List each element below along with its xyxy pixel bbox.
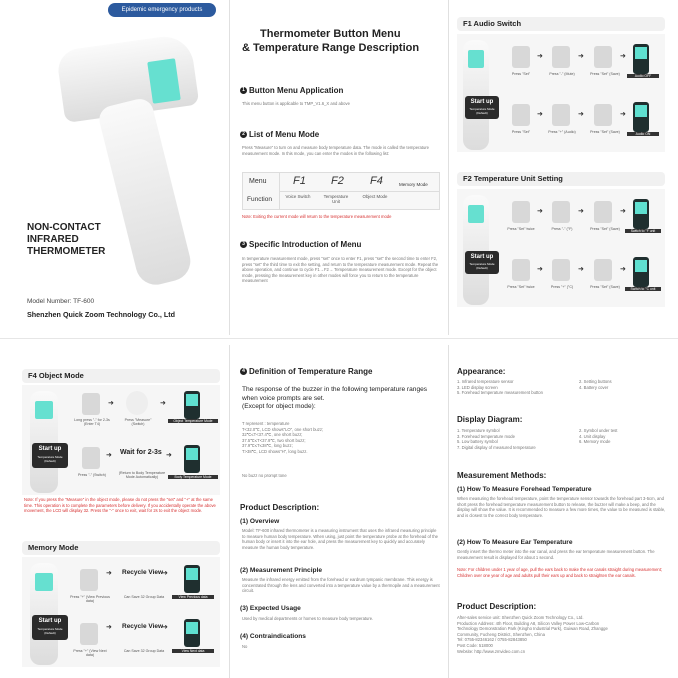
section-3-label: Specific Introduction of Menu	[249, 240, 362, 249]
arrow-icon: ➜	[620, 208, 626, 215]
arrow-icon: ➜	[166, 452, 172, 459]
range-item: 37.9℃≤T≤38℃, long buzz;	[242, 443, 293, 449]
arrow-icon: ➜	[106, 452, 112, 459]
contraindications-title: (4) Contraindications	[240, 633, 306, 640]
f1-cap-8: Audio ON	[627, 132, 659, 136]
hand-image	[594, 201, 612, 223]
contact-line: Technology Demonstration Park (Kingho Industrial Park), Guiwan Road, Zhangge	[457, 626, 608, 632]
display-image	[633, 199, 649, 229]
contact-line: Tel: 0755-82346162 / 0755-82843850	[457, 637, 527, 643]
arrow-icon: ➜	[162, 624, 168, 631]
divider	[448, 345, 449, 678]
start-up-sub: Temperature Mode (Default)	[37, 455, 63, 463]
arrow-icon: ➜	[537, 266, 543, 273]
divider	[0, 338, 678, 339]
display-image	[633, 102, 649, 132]
start-up-sub: Temperature Mode (Default)	[469, 262, 495, 270]
appearance-list-left	[457, 379, 577, 396]
appearance-title: Appearance:	[457, 367, 506, 376]
start-up-badge	[465, 96, 499, 119]
thermometer-handle	[96, 96, 194, 289]
start-up-label: Start up	[38, 618, 62, 624]
section-3-text: In temperature measurement mode, press "set" once to enter F1, press "set" the second time to enter F2, press "set" the third time to exit the setting, and return to the temperature measurement mode. Repeat the above operation, and continue to cycle F1→F2→ Temperature measurement mode. Except for the object mode, pressing the measurement key in other modes will force you to return to the temperature measurement	[242, 256, 439, 284]
function-f2: Temperature Unit	[323, 194, 349, 204]
display-image	[184, 619, 200, 647]
f1-cap-6: Press "+" (Audio)	[548, 130, 576, 134]
f4-diagram	[22, 385, 220, 495]
appearance-item: 4. Battery cover	[579, 384, 609, 390]
contraindications-text: No	[242, 644, 248, 649]
display-item: 5. Low battery symbol	[457, 439, 498, 445]
range-item: 37.5℃≤T<37.9℃, two short buzz;	[242, 437, 306, 443]
contact-info	[457, 615, 671, 654]
f4-note: Note: If you press the "Measure" in the object mode, please do not press the "set" and "+" at the same time. This operation is to complete the parameters before delivery. If you accidentally operate the above movement, the LCD will display 32. Press the "-" once to exit, wait for 2s to exit the object mode.	[24, 497, 216, 514]
method-2-title: (2) How To Measure Ear Temperature	[457, 539, 573, 546]
table-divider	[279, 191, 439, 192]
range-item: T represent : temperature	[242, 421, 290, 426]
divider	[229, 345, 230, 678]
view-next-caption: View Next data	[172, 649, 214, 653]
method-2-note: Note: For children under 1 year of age, pull the ears back to make the ear canals straight during measurement; Children over one year of age and adults pull their ears up and back to straighten the ear canals.	[457, 567, 663, 578]
arrow-icon: ➜	[620, 53, 626, 60]
principle-title: (2) Measurement Principle	[240, 567, 323, 574]
f2-diagram	[457, 189, 665, 307]
display-item: 7. Digital display of measured temperature	[457, 444, 536, 450]
f2-cap-6: Press "+" (°C)	[550, 285, 574, 289]
press-plus2-caption: Press "+" (View Next data)	[73, 649, 107, 657]
arrow-icon: ➜	[537, 208, 543, 215]
menu-f2: F2	[331, 175, 344, 187]
no-buzz-text: No buzz no prompt tone	[242, 473, 287, 478]
start-up-sub: Temperature Mode (Default)	[469, 107, 495, 115]
f1-cap-1: Press "Set"	[511, 72, 531, 76]
can-save-caption-2: Can Save 32 Group Data	[123, 649, 165, 653]
display-image	[184, 391, 200, 419]
section-3-title	[240, 240, 361, 249]
panel-button-menu	[232, 0, 446, 335]
arrow-icon: ➜	[160, 400, 166, 407]
hand-image	[552, 104, 570, 126]
page-title-2: & Temperature Range Description	[242, 42, 420, 54]
title-line-1: NON-CONTACT	[27, 222, 101, 233]
appearance-list-right	[579, 379, 669, 390]
contact-line: After-sales service unit: Shenzhen Quick Zoom Technology Co., Ltd.	[457, 615, 584, 620]
hand-image	[80, 569, 98, 591]
company-name: Shenzhen Quick Zoom Technology Co., Ltd	[27, 310, 176, 319]
f2-cap-4: Switch to °F unit	[625, 229, 661, 233]
display-item: 2. Symbol under test	[579, 428, 618, 433]
long-press-caption: Long press "-" for 2-3s (Enter T4)	[74, 418, 110, 426]
title-line-3: THERMOMETER	[27, 246, 106, 257]
contact-line: Website: http://www.zmvideo.com.cn	[457, 648, 526, 654]
display-item: 6. Memory mode	[579, 439, 611, 445]
banner-pill: Epidemic emergency products	[108, 3, 216, 17]
hand-image	[126, 391, 148, 415]
appearance-item: 5. Forehead temperature measurement button	[457, 390, 543, 396]
lcd-screen	[147, 58, 181, 103]
arrow-icon: ➜	[106, 624, 112, 631]
f1-cap-4: Audio OFF	[627, 74, 659, 78]
f4-title: F4 Object Mode	[22, 369, 220, 383]
menu-f4: F4	[370, 175, 383, 187]
hand-image	[512, 259, 530, 281]
f1-cap-7: Press "Set" (Save)	[590, 130, 620, 134]
display-list-left	[457, 428, 577, 450]
product-title	[27, 222, 127, 258]
method-2-text: Gently insert the thermo meter into the ear canal, and press the ear temperature measurement button. The measurement result is displayed for about 1 second.	[457, 549, 655, 560]
title-line-2: INFRARED	[27, 234, 79, 245]
panel-object-memory	[0, 345, 228, 678]
page-title-1: Thermometer Button Menu	[260, 28, 401, 40]
range-item: T<32.0℃, LCD shows"LO", one short buzz;	[242, 426, 324, 432]
memory-title: Memory Mode	[22, 541, 220, 555]
section-2-text: Press "Measure" to turn on and measure body temperature data. The mode is called the temperature measurement mode. In this mode, you can enter the modes in the following list:	[242, 145, 430, 156]
principle-text: Measure the infrared energy emitted from the forehead or eardrum tympanic membrane. This energy is concentrated through the lens and converted into a temperature value by a thermopile and a measurement circuit.	[242, 577, 440, 594]
press-measure-caption: Press "Measure" (Switch)	[124, 418, 152, 426]
menu-table	[242, 172, 440, 210]
usage-text: Used by medical departments or homes to measure body temperature.	[242, 616, 374, 621]
display-image	[184, 445, 200, 473]
display-image	[633, 257, 649, 287]
section-1-text: This menu button is applicable to TMP_V1.6_X and above	[242, 101, 350, 106]
wait-label: Wait for 2-3s	[120, 449, 162, 456]
hand-image	[594, 259, 612, 281]
contact-line: Community, Fucheng District, Shenzhen, China	[457, 631, 545, 637]
lcd-screen	[468, 50, 484, 68]
f2-cap-3: Press "Set" (Save)	[590, 227, 620, 231]
hand-image	[512, 46, 530, 68]
display-item: 3. Forehead temperature mode	[457, 433, 515, 439]
f1-cap-5: Press "Set"	[511, 130, 531, 134]
function-f1: Voice Switch	[285, 194, 311, 199]
appearance-item: 3. LED display screen	[457, 384, 498, 390]
appearance-item: 2. Setting buttons	[579, 379, 612, 384]
measurement-methods-title: Measurement Methods:	[457, 471, 547, 480]
lcd-screen	[35, 573, 53, 591]
usage-title: (3) Expected Usage	[240, 605, 301, 612]
section-4-title	[240, 367, 372, 376]
f1-cap-2: Press "-" (Mute)	[549, 72, 575, 76]
f2-cap-7: Press "Set" (Save)	[590, 285, 620, 289]
hand-image	[552, 201, 570, 223]
f2-cap-5: Press "Set" twice	[507, 285, 535, 289]
hand-image	[512, 104, 530, 126]
start-up-label: Start up	[470, 99, 494, 105]
press-plus-caption: Press "+" (View Previous data)	[70, 595, 110, 603]
arrow-icon: ➜	[620, 266, 626, 273]
arrow-icon: ➜	[620, 111, 626, 118]
f2-cap-2: Press "-" (°F)	[551, 227, 573, 231]
memory-diagram	[22, 557, 220, 667]
f2-cap-1: Press "Set" twice	[507, 227, 535, 231]
range-list	[242, 421, 438, 455]
start-up-label: Start up	[470, 254, 494, 260]
menu-label: Menu	[249, 178, 267, 185]
hand-image	[512, 201, 530, 223]
section-1-title	[240, 86, 343, 95]
range-intro-2: (Except for object mode):	[242, 403, 316, 410]
panel-temperature-range	[232, 345, 446, 678]
press-minus-caption: Press "-" (Switch)	[78, 473, 106, 477]
section-4-label: Definition of Temperature Range	[249, 367, 373, 376]
arrow-icon: ➜	[108, 400, 114, 407]
section-number: 2	[240, 131, 247, 138]
arrow-icon: ➜	[162, 570, 168, 577]
f2-cap-8: Switch to °C unit	[625, 287, 661, 291]
object-mode-caption: Object Temperature Mode	[168, 419, 218, 423]
divider	[448, 0, 449, 335]
lcd-screen	[468, 205, 484, 223]
method-1-text: When measuring the forehead temperature, point the temperature sensor towards the forehead part 3-5cm, and short press the forehead temperature measurement button to release, the buzzer will make a beep, and the display will show the value. It is recommended to measure a few more times, the value to be measured is stable, and is closest to the correct body temperature.	[457, 496, 666, 518]
display-list-right	[579, 428, 669, 445]
range-item: 32℃≤T<37.4℃, one short buzz;	[242, 432, 303, 438]
panel-appearance	[451, 345, 678, 678]
display-image	[633, 44, 649, 74]
start-up-label: Start up	[38, 446, 62, 452]
menu-note: Note: Exiting the current mode will return to the temperature measurement mode	[242, 214, 392, 219]
arrow-icon: ➜	[537, 53, 543, 60]
contact-line: Post Code: 518000	[457, 642, 493, 648]
panel-product-cover	[0, 0, 228, 335]
recycle-view-label-2: Recycle View	[122, 623, 164, 630]
hand-image	[594, 104, 612, 126]
arrow-icon: ➜	[106, 570, 112, 577]
f2-title: F2 Temperature Unit Setting	[457, 172, 665, 186]
display-item: 1. Temperature symbol	[457, 428, 500, 433]
overview-title: (1) Overview	[240, 518, 280, 525]
section-number: 1	[240, 87, 247, 94]
return-caption: (Return to Body Temperature Mode Automatically)	[118, 471, 166, 479]
f1-diagram	[457, 34, 665, 152]
display-item: 4. Unit display	[579, 433, 606, 439]
appearance-item: 1. Infrared temperature sensor	[457, 379, 514, 384]
divider	[229, 0, 230, 335]
arrow-icon: ➜	[578, 111, 584, 118]
function-label: Function	[247, 196, 272, 203]
arrow-icon: ➜	[578, 208, 584, 215]
recycle-view-label: Recycle View	[122, 569, 164, 576]
f1-title: F1 Audio Switch	[457, 17, 665, 31]
hand-image	[80, 623, 98, 645]
start-up-sub: Temperature Mode (Default)	[37, 627, 63, 635]
f1-cap-3: Press "Set" (Save)	[590, 72, 620, 76]
start-up-badge	[32, 443, 68, 468]
display-diagram-title: Display Diagram:	[457, 415, 523, 424]
overview-text: Model: TF-600 infrared thermometer is a measuring instrument that uses the infrared measuring principle to measure human body temperature. When using, just point the temperature probe at the forehead of the human body or insert it into the ear hole, and press the measurement key to quickly and accurately measure the human body temperature.	[242, 528, 439, 550]
panel-f1-f2	[451, 0, 678, 335]
body-mode-caption: Body Temperature Mode	[168, 475, 218, 479]
product-description-title-2: Product Description:	[457, 602, 537, 611]
contact-line: Production Address: 4th Floor, Building A8, Silicon Valley Power Low-Carbon	[457, 620, 600, 626]
start-up-badge	[465, 251, 499, 274]
view-prev-caption: View Previous data	[172, 595, 214, 599]
hand-image	[82, 447, 100, 469]
range-item: T>38℃, LCD shows"H", long buzz.	[242, 448, 308, 454]
section-number: 4	[240, 368, 247, 375]
display-image	[184, 565, 200, 593]
product-description-title: Product Description:	[240, 503, 320, 512]
arrow-icon: ➜	[537, 111, 543, 118]
menu-f1: F1	[293, 175, 306, 187]
lcd-screen	[35, 401, 53, 419]
hand-image	[552, 259, 570, 281]
start-up-badge	[32, 615, 68, 640]
memory-mode-label: Memory Mode	[399, 182, 428, 187]
section-number: 3	[240, 241, 247, 248]
range-intro: The response of the buzzer in the following temperature ranges when voice prompts are set.	[242, 386, 428, 402]
hand-image	[594, 46, 612, 68]
arrow-icon: ➜	[578, 266, 584, 273]
can-save-caption: Can Save 32 Group Data	[123, 595, 165, 599]
arrow-icon: ➜	[578, 53, 584, 60]
section-2-title	[240, 130, 319, 139]
model-number: Model Number: TF-600	[27, 298, 95, 305]
function-f4: Object Mode	[362, 194, 388, 199]
hand-image	[82, 393, 100, 415]
hand-image	[552, 46, 570, 68]
section-1-label: Button Menu Application	[249, 86, 344, 95]
method-1-title: (1) How To Measure Forehead Temperature	[457, 486, 592, 493]
section-2-label: List of Menu Mode	[249, 130, 320, 139]
